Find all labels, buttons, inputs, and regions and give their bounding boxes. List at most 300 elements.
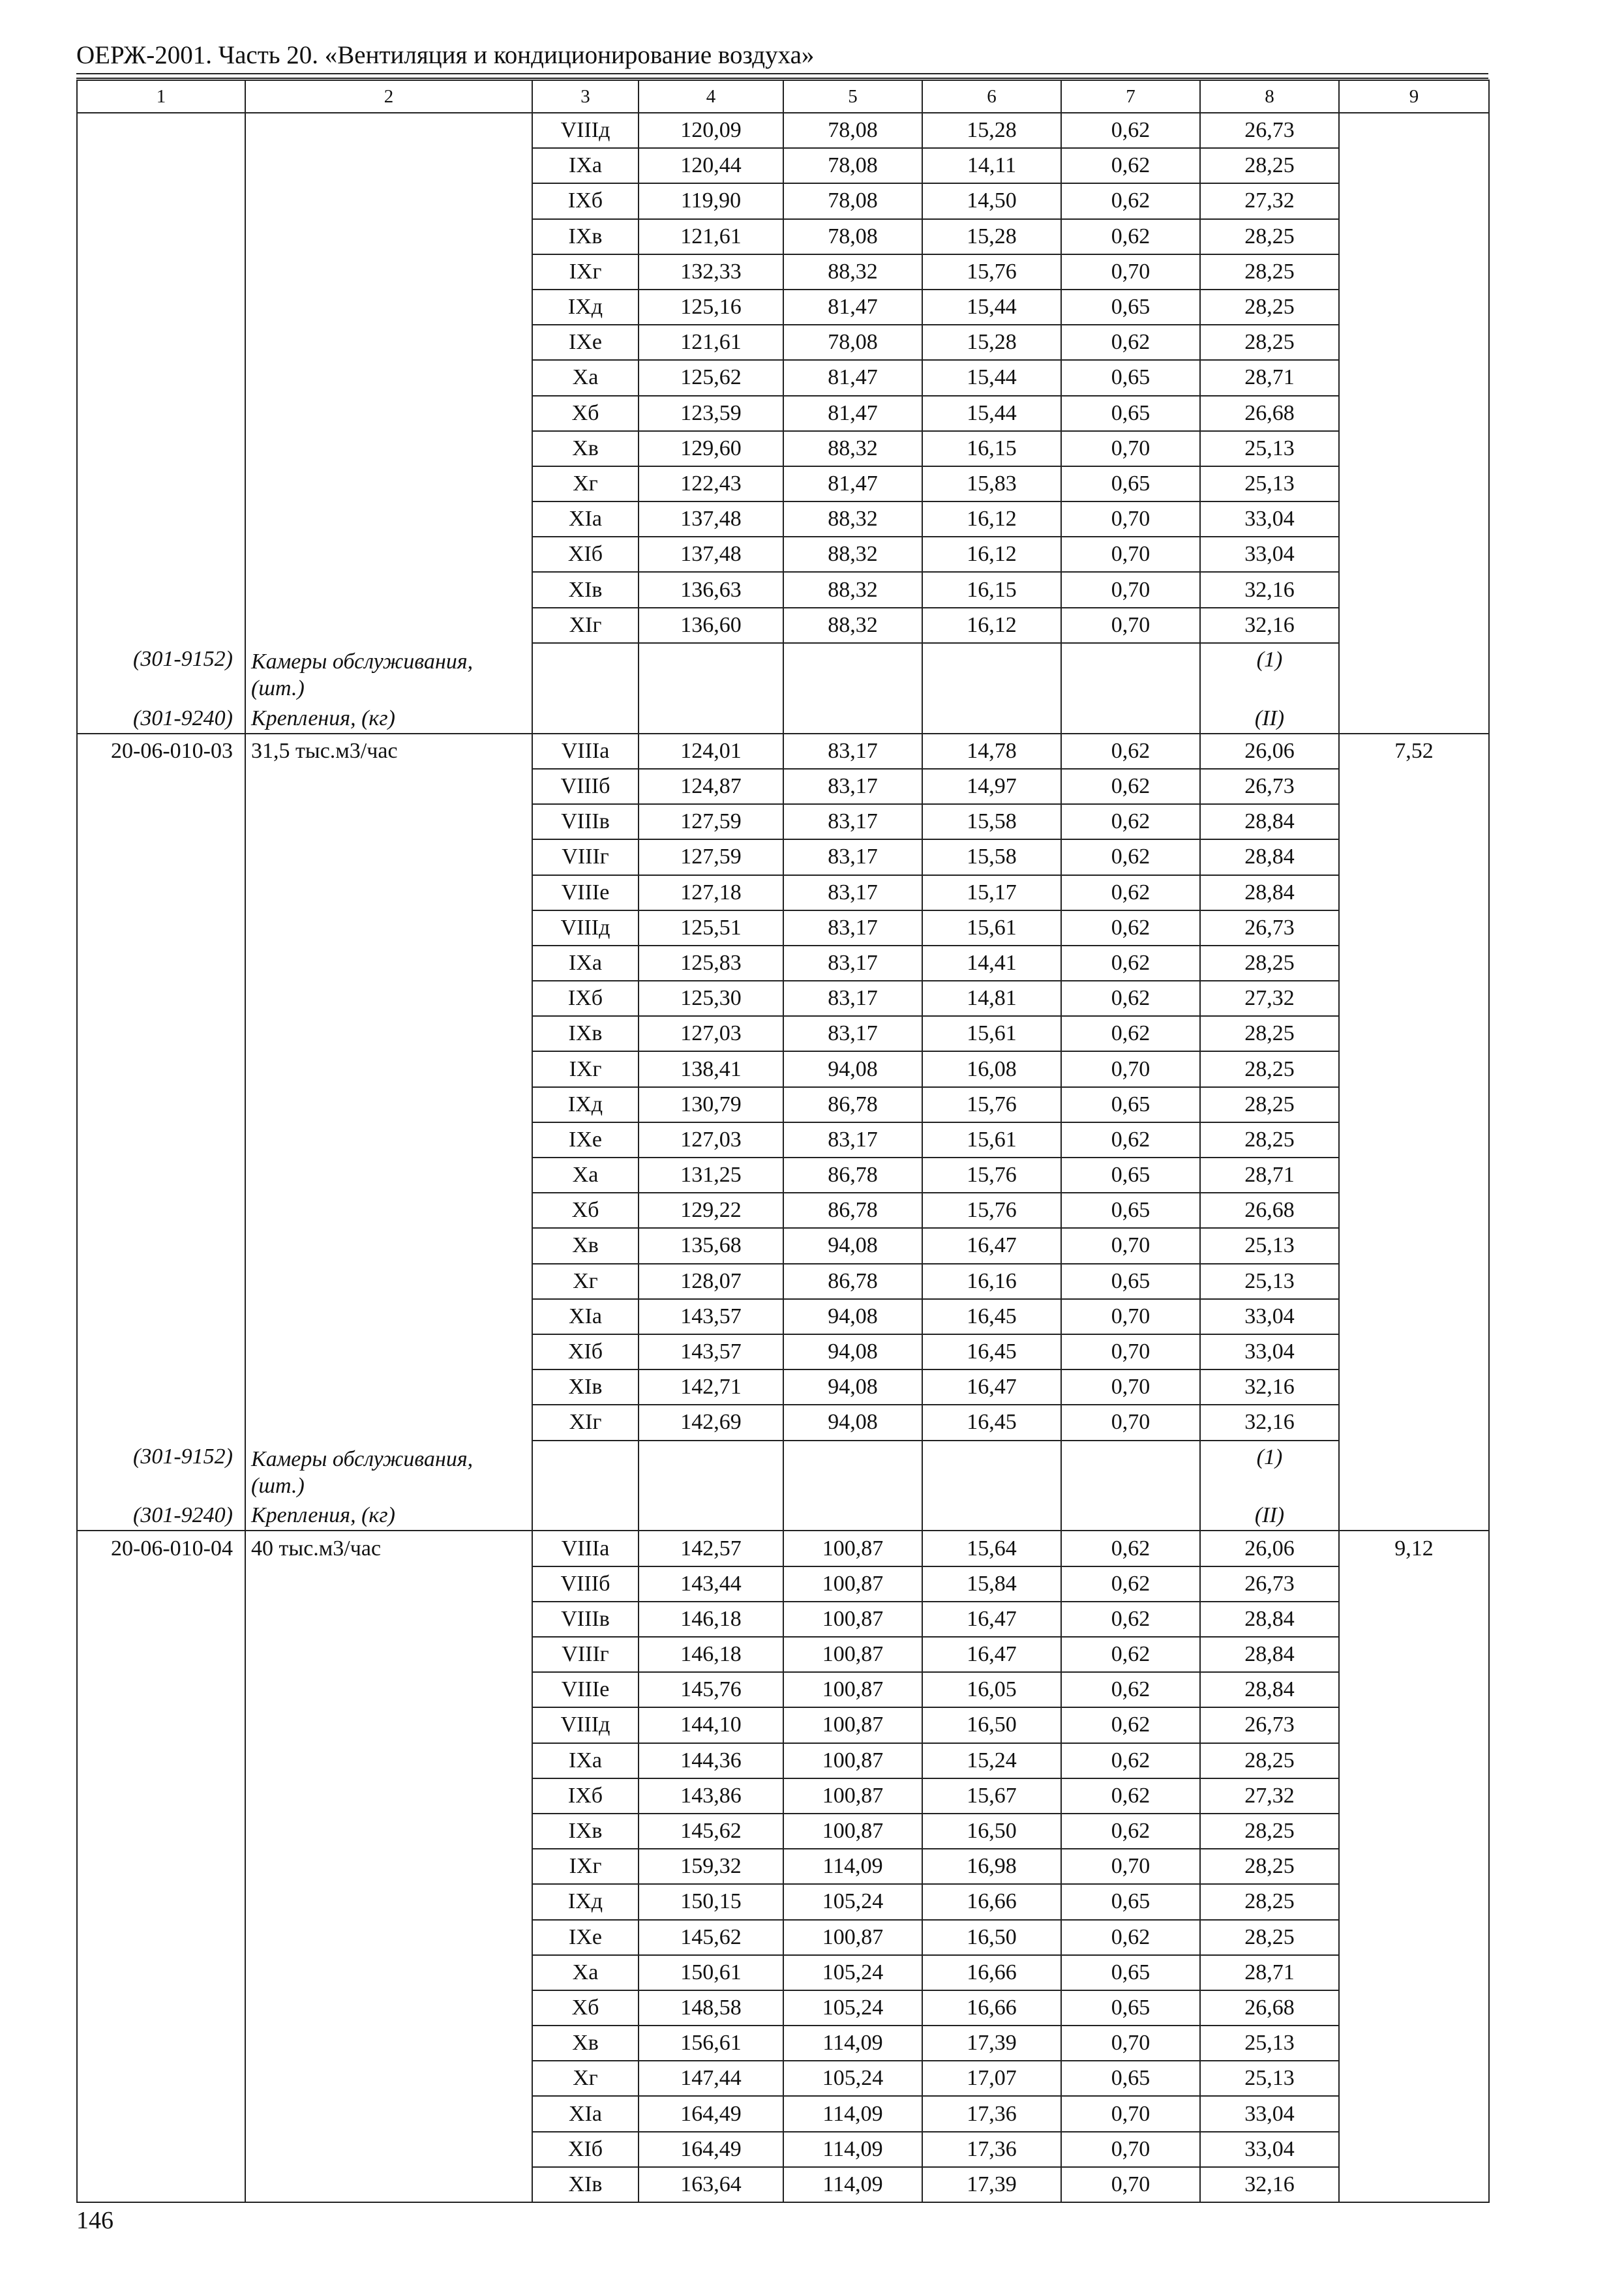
cell-col-4: 150,61 xyxy=(639,1955,783,1990)
cell-col-8: 27,32 xyxy=(1200,183,1339,218)
cell-col-8: 25,13 xyxy=(1200,1228,1339,1263)
cell-col-1 xyxy=(77,290,245,325)
cell-col-8: 28,25 xyxy=(1200,1122,1339,1158)
cell-col-1 xyxy=(77,183,245,218)
cell-col-8: 28,25 xyxy=(1200,1849,1339,1884)
cell-col-8: 33,04 xyxy=(1200,537,1339,572)
cell-col-8: 28,71 xyxy=(1200,360,1339,395)
cell-col-6: 16,47 xyxy=(922,1637,1061,1672)
page-number: 146 xyxy=(76,2207,113,2234)
cell-col-4: 122,43 xyxy=(639,466,783,501)
table-row xyxy=(77,360,1489,395)
cell-col-6: 16,12 xyxy=(922,537,1061,572)
table-row xyxy=(77,1955,1489,1990)
cell-col-7: 0,62 xyxy=(1061,1122,1200,1158)
cell-col-4: 144,10 xyxy=(639,1707,783,1743)
cell-col-9 xyxy=(1339,875,1489,910)
table-row xyxy=(77,1051,1489,1086)
cell-col-2: Камеры обслуживания, (шт.) xyxy=(245,643,532,702)
cell-col-9 xyxy=(1339,1990,1489,2026)
cell-col-1 xyxy=(77,1814,245,1849)
cell-col-9: 7,52 xyxy=(1339,734,1489,769)
table-row xyxy=(77,254,1489,290)
cell-col-7: 0,70 xyxy=(1061,501,1200,537)
cell-col-1 xyxy=(77,1707,245,1743)
cell-col-8: 33,04 xyxy=(1200,2132,1339,2167)
cell-col-4: 120,09 xyxy=(639,113,783,148)
table-row xyxy=(77,1193,1489,1228)
cell-col-1 xyxy=(77,2096,245,2131)
table-row xyxy=(77,1158,1489,1193)
cell-col-1 xyxy=(77,1849,245,1884)
cell-col-6: 16,66 xyxy=(922,1990,1061,2026)
cell-col-1: 20-06-010-04 xyxy=(77,1531,245,1566)
cell-col-8: 28,25 xyxy=(1200,1884,1339,1919)
cell-col-4: 129,22 xyxy=(639,1193,783,1228)
cell-col-9 xyxy=(1339,501,1489,537)
cell-col-5 xyxy=(783,1499,922,1531)
column-number-2: 2 xyxy=(245,80,532,113)
cell-col-1 xyxy=(77,2061,245,2096)
cell-col-3: VIIIг xyxy=(532,1637,639,1672)
cell-col-6 xyxy=(922,1441,1061,1500)
cell-col-4: 138,41 xyxy=(639,1051,783,1086)
cell-col-6: 17,39 xyxy=(922,2026,1061,2061)
cell-col-7: 0,70 xyxy=(1061,431,1200,466)
cell-col-8: 28,84 xyxy=(1200,1637,1339,1672)
cell-col-4: 137,48 xyxy=(639,501,783,537)
cell-col-3: VIIIе xyxy=(532,875,639,910)
cell-col-3: Xa xyxy=(532,1955,639,1990)
cell-col-3: VIIIб xyxy=(532,1566,639,1602)
cell-col-2 xyxy=(245,1602,532,1637)
header-rule-2 xyxy=(76,78,1488,79)
cell-col-6: 14,11 xyxy=(922,148,1061,183)
cell-col-9: 9,12 xyxy=(1339,1531,1489,1566)
cell-col-9 xyxy=(1339,572,1489,607)
cell-col-6: 17,36 xyxy=(922,2096,1061,2131)
cell-col-4: 131,25 xyxy=(639,1158,783,1193)
table-row xyxy=(77,2167,1489,2202)
cell-col-2 xyxy=(245,466,532,501)
cell-col-5: 88,32 xyxy=(783,572,922,607)
cell-col-6: 16,66 xyxy=(922,1955,1061,1990)
cell-col-3: XIб xyxy=(532,2132,639,2167)
cell-col-2 xyxy=(245,1637,532,1672)
cell-col-7: 0,70 xyxy=(1061,2026,1200,2061)
cell-col-1 xyxy=(77,1016,245,1051)
cell-col-8: 26,06 xyxy=(1200,1531,1339,1566)
cell-col-7: 0,70 xyxy=(1061,254,1200,290)
cell-col-9 xyxy=(1339,1441,1489,1500)
cell-col-9 xyxy=(1339,1920,1489,1955)
column-number-1: 1 xyxy=(77,80,245,113)
cell-col-7: 0,62 xyxy=(1061,219,1200,254)
table-row xyxy=(77,2026,1489,2061)
cell-col-6: 16,47 xyxy=(922,1602,1061,1637)
cell-col-6: 16,45 xyxy=(922,1405,1061,1440)
cell-col-9 xyxy=(1339,537,1489,572)
cell-col-4: 121,61 xyxy=(639,325,783,360)
cell-col-3: IXб xyxy=(532,981,639,1016)
cell-col-8: 26,06 xyxy=(1200,734,1339,769)
cell-col-9 xyxy=(1339,2132,1489,2167)
table-row xyxy=(77,1602,1489,1637)
cell-col-2 xyxy=(245,1158,532,1193)
table-row xyxy=(77,769,1489,804)
cell-col-7: 0,65 xyxy=(1061,1158,1200,1193)
cell-col-8: 25,13 xyxy=(1200,2026,1339,2061)
cell-col-7: 0,70 xyxy=(1061,2096,1200,2131)
cell-col-6: 15,44 xyxy=(922,396,1061,431)
cell-col-5: 83,17 xyxy=(783,804,922,839)
cell-col-2 xyxy=(245,875,532,910)
table-row xyxy=(77,466,1489,501)
cell-col-5: 86,78 xyxy=(783,1193,922,1228)
cell-col-3: XIв xyxy=(532,1369,639,1405)
cell-col-7: 0,65 xyxy=(1061,396,1200,431)
cell-col-5: 100,87 xyxy=(783,1672,922,1707)
cell-col-6: 15,58 xyxy=(922,804,1061,839)
cell-col-5: 94,08 xyxy=(783,1334,922,1369)
cell-col-3: VIIIе xyxy=(532,1672,639,1707)
cell-col-1 xyxy=(77,325,245,360)
cell-col-6: 16,05 xyxy=(922,1672,1061,1707)
cell-col-3: VIIIб xyxy=(532,769,639,804)
cell-col-2 xyxy=(245,113,532,148)
cell-col-3: VIIIa xyxy=(532,1531,639,1566)
cell-col-5: 105,24 xyxy=(783,1990,922,2026)
table-row xyxy=(77,1637,1489,1672)
cell-col-9 xyxy=(1339,1051,1489,1086)
cell-col-2 xyxy=(245,1122,532,1158)
cell-col-4: 132,33 xyxy=(639,254,783,290)
cell-col-6: 15,76 xyxy=(922,1193,1061,1228)
table-row xyxy=(77,1707,1489,1743)
cell-col-8: 28,25 xyxy=(1200,290,1339,325)
table-row xyxy=(77,875,1489,910)
cell-col-3: IXв xyxy=(532,1016,639,1051)
cell-col-9 xyxy=(1339,1087,1489,1122)
cell-col-1 xyxy=(77,1884,245,1919)
cell-col-9 xyxy=(1339,804,1489,839)
table-row xyxy=(77,290,1489,325)
cell-col-7: 0,62 xyxy=(1061,946,1200,981)
cell-col-7: 0,70 xyxy=(1061,1051,1200,1086)
cell-col-7: 0,70 xyxy=(1061,1405,1200,1440)
cell-col-2: Крепления, (кг) xyxy=(245,1499,532,1531)
cell-col-2 xyxy=(245,325,532,360)
page-header: ОЕРЖ-2001. Часть 20. «Вентиляция и кондиционирование воздуха» xyxy=(76,41,815,69)
cell-col-4: 127,59 xyxy=(639,839,783,875)
cell-col-7: 0,62 xyxy=(1061,1743,1200,1778)
column-number-7: 7 xyxy=(1061,80,1200,113)
cell-col-5: 78,08 xyxy=(783,113,922,148)
cell-col-2 xyxy=(245,219,532,254)
cell-col-4: 127,59 xyxy=(639,804,783,839)
cell-col-1 xyxy=(77,1193,245,1228)
cell-col-3: IXд xyxy=(532,1087,639,1122)
cell-col-3: IXв xyxy=(532,219,639,254)
cell-col-1 xyxy=(77,219,245,254)
table-row xyxy=(77,839,1489,875)
cell-col-1 xyxy=(77,1920,245,1955)
cell-col-5: 100,87 xyxy=(783,1743,922,1778)
table-row xyxy=(77,501,1489,537)
cell-col-8: 28,25 xyxy=(1200,1087,1339,1122)
cell-col-6: 15,76 xyxy=(922,1087,1061,1122)
cell-col-9 xyxy=(1339,1122,1489,1158)
cell-col-5: 114,09 xyxy=(783,1849,922,1884)
cell-col-8: (1) xyxy=(1200,643,1339,702)
cell-col-2 xyxy=(245,804,532,839)
cell-col-3: IXб xyxy=(532,183,639,218)
cell-col-1 xyxy=(77,360,245,395)
cell-col-3: IXе xyxy=(532,1920,639,1955)
cell-col-7 xyxy=(1061,1499,1200,1531)
cell-col-7: 0,70 xyxy=(1061,1228,1200,1263)
cell-col-5: 78,08 xyxy=(783,148,922,183)
cell-col-8: 25,13 xyxy=(1200,466,1339,501)
cell-col-9 xyxy=(1339,1743,1489,1778)
cell-col-5: 78,08 xyxy=(783,183,922,218)
cell-col-7: 0,62 xyxy=(1061,113,1200,148)
table-row xyxy=(77,1814,1489,1849)
cell-col-3: VIIIд xyxy=(532,1707,639,1743)
cell-col-8: 26,73 xyxy=(1200,769,1339,804)
cell-col-4: 156,61 xyxy=(639,2026,783,2061)
cell-col-8: 26,73 xyxy=(1200,1566,1339,1602)
cell-col-9 xyxy=(1339,360,1489,395)
cell-col-1 xyxy=(77,1778,245,1814)
cell-col-2 xyxy=(245,1849,532,1884)
cell-col-1 xyxy=(77,804,245,839)
cell-col-6: 15,28 xyxy=(922,113,1061,148)
cell-col-6: 16,66 xyxy=(922,1884,1061,1919)
cell-col-2 xyxy=(245,396,532,431)
cell-col-3: VIIIд xyxy=(532,910,639,946)
cell-col-1: (301-9240) xyxy=(77,1499,245,1531)
cell-col-3: IXд xyxy=(532,1884,639,1919)
cell-col-8: 33,04 xyxy=(1200,1334,1339,1369)
cell-col-3: IXa xyxy=(532,1743,639,1778)
table-row xyxy=(77,1264,1489,1299)
cell-col-4 xyxy=(639,643,783,702)
cell-col-3 xyxy=(532,1441,639,1500)
table-row xyxy=(77,1743,1489,1778)
table-row xyxy=(77,804,1489,839)
cell-col-2: 31,5 тыс.м3/час xyxy=(245,734,532,769)
table-row xyxy=(77,1920,1489,1955)
cell-col-6: 15,64 xyxy=(922,1531,1061,1566)
cell-col-8: 26,73 xyxy=(1200,113,1339,148)
cell-col-7: 0,70 xyxy=(1061,537,1200,572)
cell-col-5: 94,08 xyxy=(783,1051,922,1086)
cell-col-4: 127,03 xyxy=(639,1016,783,1051)
cell-col-9 xyxy=(1339,643,1489,702)
cell-col-1 xyxy=(77,1405,245,1440)
cell-col-6: 15,76 xyxy=(922,1158,1061,1193)
cell-col-3: Xв xyxy=(532,1228,639,1263)
cell-col-1 xyxy=(77,501,245,537)
cell-col-9 xyxy=(1339,946,1489,981)
cell-col-9 xyxy=(1339,148,1489,183)
cell-col-5: 83,17 xyxy=(783,910,922,946)
cell-col-8: (II) xyxy=(1200,702,1339,734)
cell-col-2 xyxy=(245,1778,532,1814)
cell-col-7: 0,65 xyxy=(1061,1884,1200,1919)
cell-col-2 xyxy=(245,1884,532,1919)
cell-col-8: (1) xyxy=(1200,1441,1339,1500)
cell-col-4: 127,03 xyxy=(639,1122,783,1158)
cell-col-9 xyxy=(1339,1778,1489,1814)
cell-col-2 xyxy=(245,1920,532,1955)
cell-col-7 xyxy=(1061,1441,1200,1500)
cell-col-3: VIIIв xyxy=(532,1602,639,1637)
cell-col-7: 0,62 xyxy=(1061,1707,1200,1743)
cell-col-5: 114,09 xyxy=(783,2132,922,2167)
cell-col-1 xyxy=(77,431,245,466)
cell-col-5: 114,09 xyxy=(783,2096,922,2131)
cell-col-4: 130,79 xyxy=(639,1087,783,1122)
cell-col-7: 0,62 xyxy=(1061,1602,1200,1637)
cell-col-4: 142,57 xyxy=(639,1531,783,1566)
cell-col-9 xyxy=(1339,396,1489,431)
cell-col-9 xyxy=(1339,1566,1489,1602)
cell-col-5: 100,87 xyxy=(783,1707,922,1743)
cell-col-9 xyxy=(1339,2096,1489,2131)
cell-col-7: 0,65 xyxy=(1061,360,1200,395)
cell-col-2 xyxy=(245,572,532,607)
column-number-8: 8 xyxy=(1200,80,1339,113)
cell-col-2 xyxy=(245,1405,532,1440)
cell-col-2 xyxy=(245,1814,532,1849)
cell-col-9 xyxy=(1339,981,1489,1016)
cell-col-9 xyxy=(1339,1814,1489,1849)
cell-col-7: 0,62 xyxy=(1061,1637,1200,1672)
cell-col-7: 0,62 xyxy=(1061,1814,1200,1849)
cell-col-9 xyxy=(1339,254,1489,290)
cell-col-3: XIв xyxy=(532,572,639,607)
cell-col-5: 88,32 xyxy=(783,537,922,572)
cell-col-2 xyxy=(245,1743,532,1778)
cell-col-3: XIв xyxy=(532,2167,639,2202)
cell-col-3: IXa xyxy=(532,946,639,981)
cell-col-7: 0,65 xyxy=(1061,1264,1200,1299)
cell-col-1: (301-9152) xyxy=(77,643,245,702)
cell-col-6: 15,84 xyxy=(922,1566,1061,1602)
cell-col-9 xyxy=(1339,1637,1489,1672)
cell-col-5: 94,08 xyxy=(783,1405,922,1440)
cell-col-2 xyxy=(245,769,532,804)
cell-col-9 xyxy=(1339,910,1489,946)
cell-col-9 xyxy=(1339,1158,1489,1193)
table-row xyxy=(77,113,1489,148)
cell-col-3: Xa xyxy=(532,360,639,395)
table-row xyxy=(77,396,1489,431)
cell-col-1 xyxy=(77,466,245,501)
cell-col-1 xyxy=(77,1299,245,1334)
cell-col-9 xyxy=(1339,2061,1489,2096)
table-row xyxy=(77,1228,1489,1263)
cell-col-4: 120,44 xyxy=(639,148,783,183)
cell-col-2 xyxy=(245,1334,532,1369)
cell-col-8: 25,13 xyxy=(1200,1264,1339,1299)
cell-col-1 xyxy=(77,2132,245,2167)
cell-col-4: 164,49 xyxy=(639,2096,783,2131)
cell-col-2 xyxy=(245,1369,532,1405)
cell-col-9 xyxy=(1339,1228,1489,1263)
cell-col-9 xyxy=(1339,1334,1489,1369)
cell-col-1 xyxy=(77,1158,245,1193)
cell-col-6: 16,50 xyxy=(922,1707,1061,1743)
cell-col-5: 105,24 xyxy=(783,1884,922,1919)
cell-col-9 xyxy=(1339,431,1489,466)
cell-col-1 xyxy=(77,2167,245,2202)
table-row xyxy=(77,1369,1489,1405)
cell-col-5: 81,47 xyxy=(783,290,922,325)
cell-col-6: 14,50 xyxy=(922,183,1061,218)
cell-col-7 xyxy=(1061,702,1200,734)
table-row xyxy=(77,910,1489,946)
table-row xyxy=(77,1778,1489,1814)
cell-col-3: Xг xyxy=(532,2061,639,2096)
cell-col-8: 26,73 xyxy=(1200,910,1339,946)
cell-col-7: 0,62 xyxy=(1061,183,1200,218)
cell-col-3: VIIIд xyxy=(532,113,639,148)
cell-col-4: 142,71 xyxy=(639,1369,783,1405)
cell-col-2 xyxy=(245,2026,532,2061)
cell-col-4: 159,32 xyxy=(639,1849,783,1884)
cell-col-6: 15,61 xyxy=(922,910,1061,946)
cell-col-8: 32,16 xyxy=(1200,608,1339,643)
cell-col-9 xyxy=(1339,608,1489,643)
table-row xyxy=(77,1299,1489,1334)
table-row xyxy=(77,431,1489,466)
cell-col-2 xyxy=(245,1707,532,1743)
cell-col-3: XIг xyxy=(532,608,639,643)
cell-col-6: 15,61 xyxy=(922,1122,1061,1158)
cell-col-6: 15,76 xyxy=(922,254,1061,290)
cell-col-2 xyxy=(245,2061,532,2096)
cell-col-5: 94,08 xyxy=(783,1369,922,1405)
cell-col-2 xyxy=(245,839,532,875)
cell-col-9 xyxy=(1339,1707,1489,1743)
cell-col-7: 0,65 xyxy=(1061,1193,1200,1228)
cell-col-8: 28,84 xyxy=(1200,875,1339,910)
cell-col-8: 32,16 xyxy=(1200,572,1339,607)
cell-col-5: 81,47 xyxy=(783,396,922,431)
cell-col-9 xyxy=(1339,1016,1489,1051)
cell-col-9 xyxy=(1339,1955,1489,1990)
cell-col-8: (II) xyxy=(1200,1499,1339,1531)
cell-col-5: 86,78 xyxy=(783,1087,922,1122)
cell-col-7: 0,62 xyxy=(1061,804,1200,839)
cell-col-4: 144,36 xyxy=(639,1743,783,1778)
cell-col-2 xyxy=(245,1228,532,1263)
cell-col-9 xyxy=(1339,466,1489,501)
cell-col-8: 32,16 xyxy=(1200,1405,1339,1440)
cell-col-7: 0,65 xyxy=(1061,1955,1200,1990)
cell-col-9 xyxy=(1339,2026,1489,2061)
cell-col-2 xyxy=(245,1299,532,1334)
cell-col-2 xyxy=(245,1016,532,1051)
table-row xyxy=(77,325,1489,360)
cell-col-3: IXд xyxy=(532,290,639,325)
cell-col-7: 0,70 xyxy=(1061,2132,1200,2167)
cell-col-4: 129,60 xyxy=(639,431,783,466)
resource-note-row xyxy=(77,1499,1489,1531)
